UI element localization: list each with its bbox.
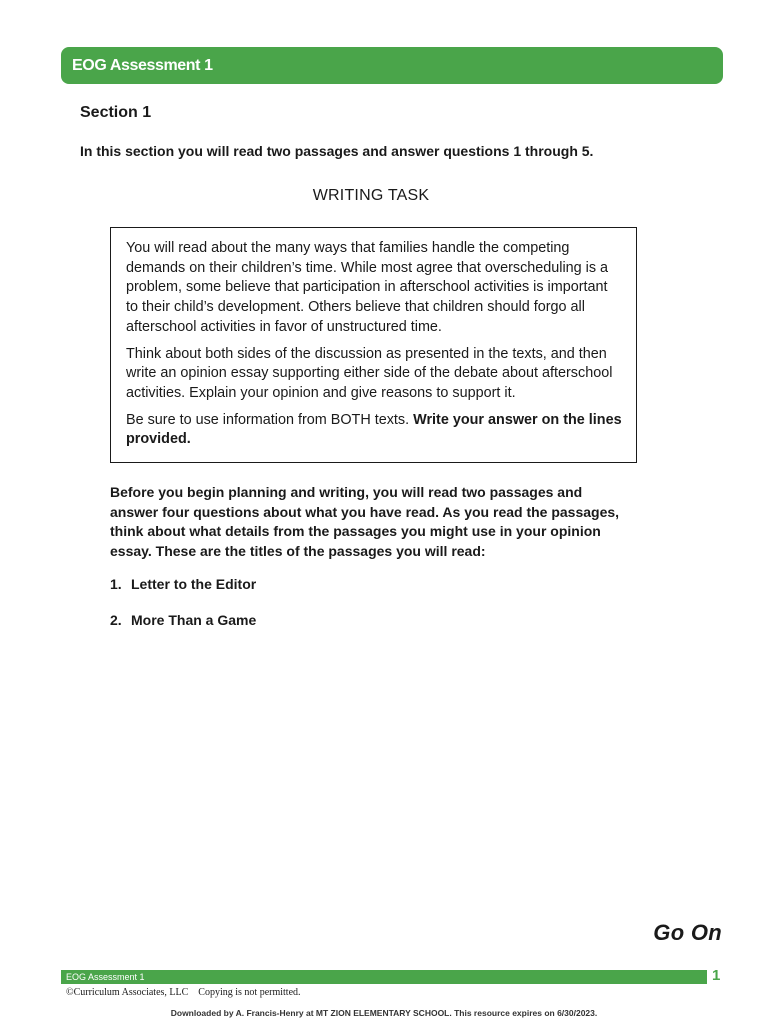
footer-label: EOG Assessment 1 [66,972,145,982]
passage-number: 2. [110,612,122,628]
go-on-label: Go On [653,920,722,945]
passage-item-1 [110,576,256,592]
header-title: EOG Assessment 1 [72,56,213,74]
task-paragraph-3 [126,411,622,450]
task-paragraph-3-plain: Be sure to use information from BOTH texts. [126,411,414,428]
before-text: Before you begin planning and writing, you will read two passages and answer four questions about what you have read. As you read the passages, think about what details from the passages you might use in your opinion essay. These are the titles of the passages you will read: [110,484,620,559]
passage-title: More Than a Game [131,612,257,628]
writing-task-heading: WRITING TASK [312,187,430,204]
section-intro: In this section you will read two passages and answer questions 1 through 5. [80,143,594,159]
task-paragraph-1: You will read about the many ways that families handle the competing demands on their children’s time. While most agree that overscheduling is a problem, some believe that participation in afterschool activities is important to their child’s development. Others believe that children should forgo all afterschool activities in favor of unstructured time. [126,240,609,335]
passage-title: Letter to the Editor [131,576,257,592]
task-paragraph-2: Think about both sides of the discussion as presented in the texts, and then write an opinion essay supporting either side of the debate about afterschool activities. Explain your opinion and give reasons to support it. [126,345,613,401]
page-number: 1 [712,967,721,984]
footer-bar [61,970,707,984]
task-paragraph-3-bold: Write your answer on the lines provided. [126,411,622,448]
passage-number: 1. [110,576,122,592]
download-note: Downloaded by A. Francis-Henry at MT ZION ELEMENTARY SCHOOL. This resource expires on 6/30/2023. [170,1008,598,1018]
section-title: Section 1 [80,104,152,121]
copyright-notice: ©Curriculum Associates, LLC Copying is not permitted. [66,987,301,998]
passage-item-2 [110,612,256,628]
header-bar [61,47,723,84]
writing-task-box [110,227,637,463]
